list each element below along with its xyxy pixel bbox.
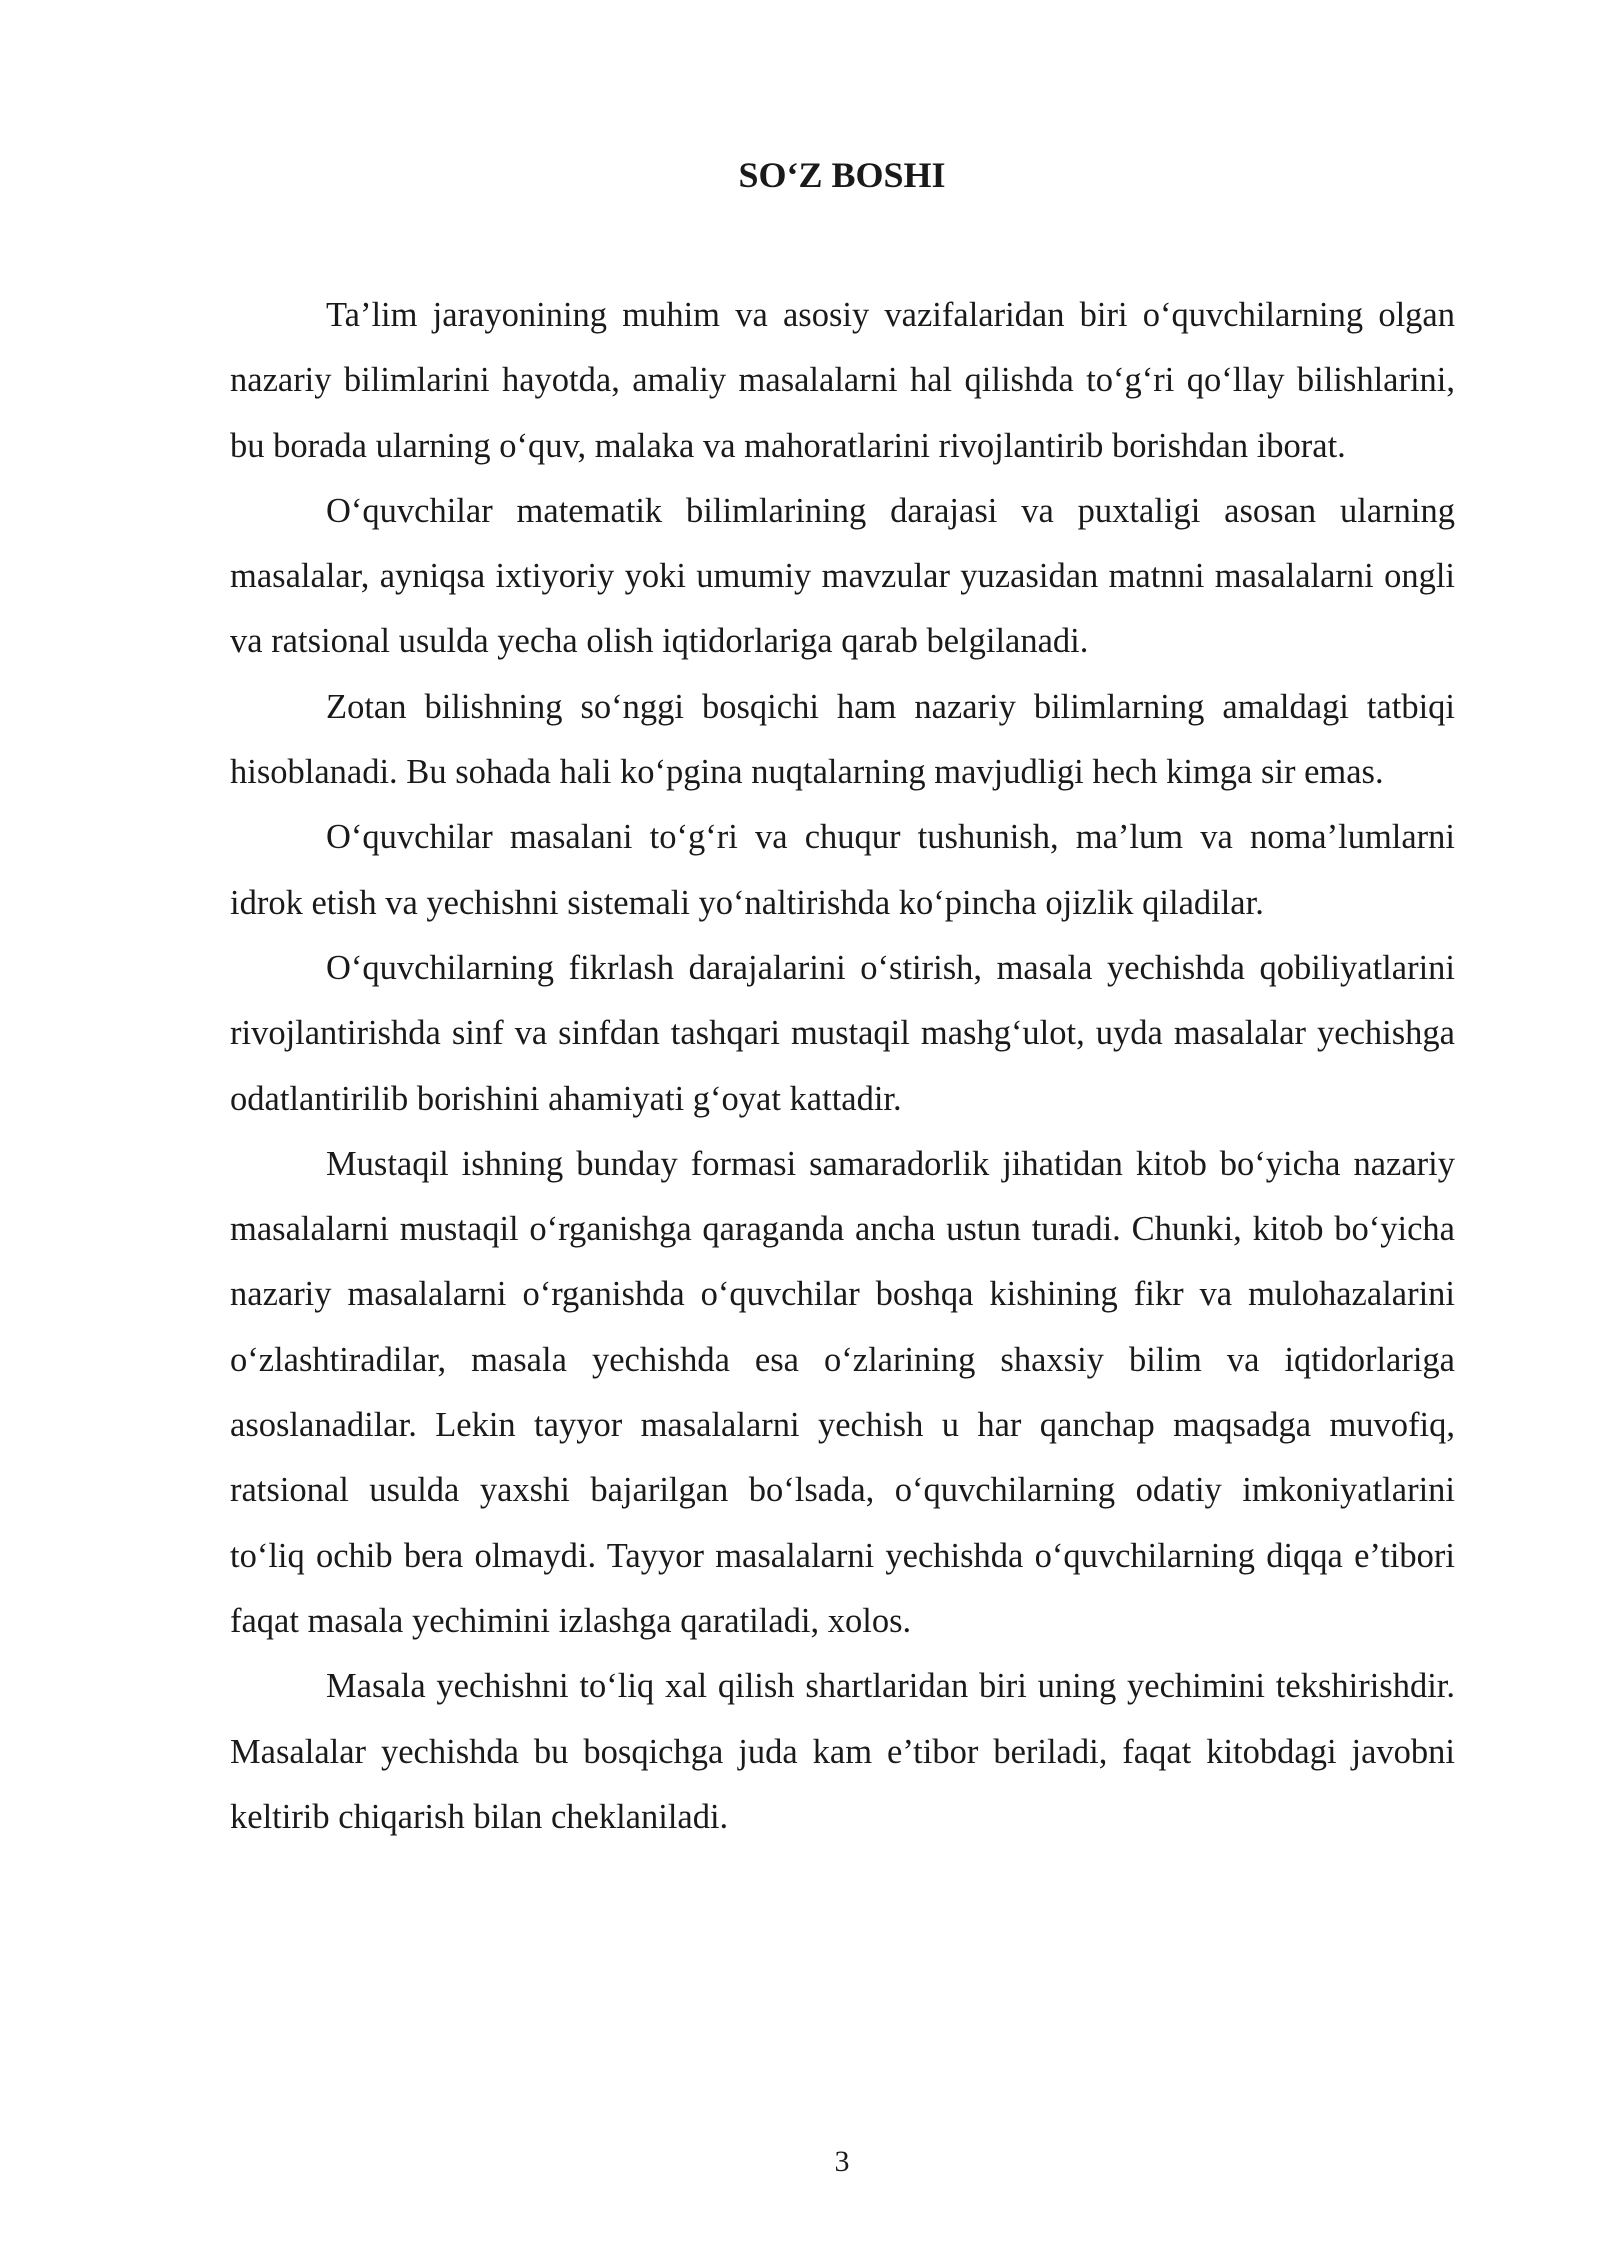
paragraph-6: Mustaqil ishning bunday formasi samaradorlik jihatidan kitob bo‘yicha nazariy masalalarni mustaqil o‘rganishga qaraganda ancha ustun turadi. Chunki, kitob bo‘yicha nazariy masalalarni o‘rganishda o‘quvchilar boshqa kishining fikr va mulohazalarini o‘zlashtiradilar, masala yechishda esa o‘zlarining shaxsiy bilim va iqtidorlariga asoslanadilar. Lekin tayyor masalalarni yechish u har qanchap maqsadga muvofiq, ratsional usulda yaxshi bajarilgan bo‘lsada, o‘quvchilarning odatiy imkoniyatlarini to‘liq ochib bera olmaydi. Tayyor masalalarni yechishda o‘quvchilarning diqqa e’tibori faqat masala yechimini izlashga qaratiladi, xolos.: [230, 1144, 1455, 1640]
page-title: SO‘Z BOSHI: [738, 155, 946, 195]
paragraph-4: O‘quvchilar masalani to‘g‘ri va chuqur tushunish, ma’lum va noma’lumlarni idrok etish va yechishni sistemali yo‘naltirishda ko‘pincha ojizlik qiladilar.: [230, 818, 1455, 922]
paragraph-1: Ta’lim jarayonining muhim va asosiy vazifalaridan biri o‘quvchilarning olgan nazariy bilimlarini hayotda, amaliy masalalarni hal qilishda to‘g‘ri qo‘llay bilishlarini, bu borada ularning o‘quv, malaka va mahoratlarini rivojlantirib borishdan iborat.: [230, 296, 1455, 465]
paragraph-2: O‘quvchilar matematik bilimlarining darajasi va puxtaligi asosan ularning masalalar, ayniqsa ixtiyoriy yoki umumiy mavzular yuzasidan matnni masalalarni ongli va ratsional usulda yecha olish iqtidorlariga qarab belgilanadi.: [230, 491, 1455, 661]
paragraph-3: Zotan bilishning so‘nggi bosqichi ham nazariy bilimlarning amaldagi tatbiqi hisoblanadi. Bu sohada hali ko‘pgina nuqtalarning mavjudligi hech kimga sir emas.: [230, 687, 1455, 792]
paragraph-7: Masala yechishni to‘liq xal qilish shartlaridan biri uning yechimini tekshirishdir. Masalalar yechishda bu bosqichga juda kam e’tibor beriladi, faqat kitobdagi javobni keltirib chiqarish bilan cheklaniladi.: [230, 1667, 1455, 1836]
paragraph-5: O‘quvchilarning fikrlash darajalarini o‘stirish, masala yechishda qobiliyatlarini rivojlantirishda sinf va sinfdan tashqari mustaqil mashg‘ulot, uyda masalalar yechishga odatlantirilib borishini ahamiyati g‘oyat kattadir.: [230, 948, 1455, 1118]
body-text: [230, 283, 1455, 1850]
page-number: 3: [834, 2145, 850, 2178]
